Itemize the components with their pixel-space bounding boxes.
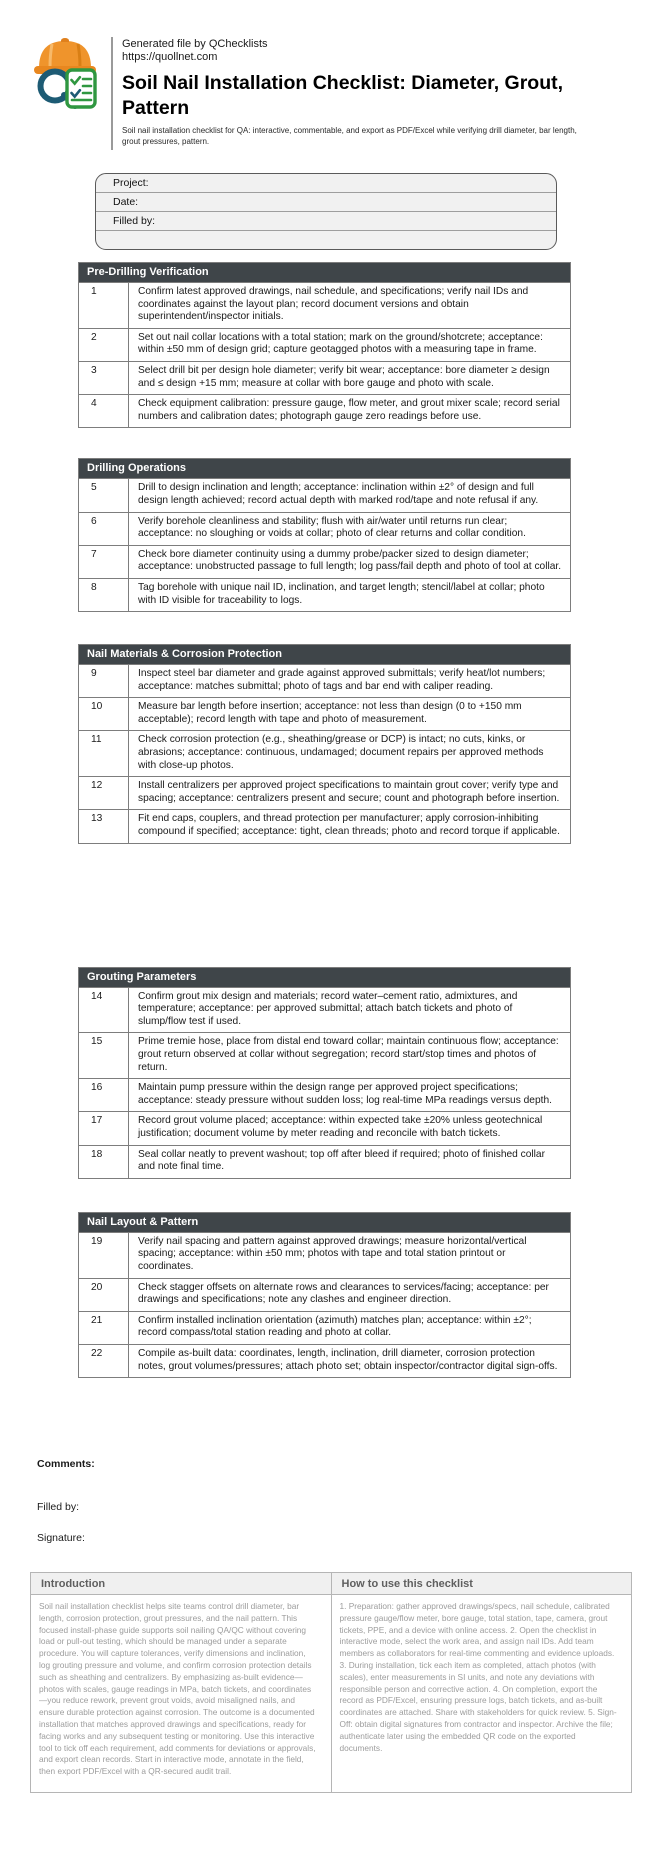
project-info-form: [95, 173, 557, 250]
item-text: Tag borehole with unique nail ID, inclination, and target length; stencil/label at collar; photo with ID visible for traceability to logs.: [138, 581, 545, 606]
generated-by-line: Generated file by QChecklists: [122, 38, 268, 50]
item-text: Set out nail collar locations with a total station; mark on the ground/shotcrete; acceptance: within ±50 mm of design grid; capture geotagged photos with a measuring tape in frame.: [138, 331, 543, 356]
item-number: 3: [79, 362, 129, 394]
checklist-section: [78, 644, 571, 844]
checklist-row: [79, 328, 570, 361]
checklist-row: [79, 1145, 570, 1178]
page-title: Soil Nail Installation Checklist: Diameter, Grout, Pattern: [122, 72, 564, 119]
checklist-section: [78, 1212, 571, 1378]
item-text: Select drill bit per design hole diameter; verify bit wear; acceptance: bore diameter ≥ design and ≤ design +15 mm; measure at collar with bore gauge and photo with scale.: [138, 364, 550, 389]
item-text: Confirm latest approved drawings, nail schedule, and specifications; verify nail IDs and coordinates against the layout plan; record document versions and obtain superintendent/inspector initials.: [138, 286, 529, 323]
item-number: 14: [79, 988, 129, 1033]
item-number: 19: [79, 1233, 129, 1278]
item-number: 21: [79, 1312, 129, 1344]
item-number: 7: [79, 546, 129, 578]
item-text: Confirm grout mix design and materials; record water–cement ratio, admixtures, and temperature; acceptance: per approved submittal; attach batch tickets and photo of slump/flow test if used.: [138, 990, 518, 1027]
checklist-row: [79, 697, 570, 730]
qchecklists-logo-icon: [30, 30, 100, 110]
item-text: Verify nail spacing and pattern against approved drawings; measure horizontal/vertical spacing; acceptance: within ±50 mm; photos with tape and total station printout or coordinates.: [138, 1235, 527, 1272]
checklist-row: [79, 809, 570, 842]
checklist-row: [79, 1232, 570, 1278]
signature-label: Signature:: [37, 1532, 85, 1544]
item-text: Drill to design inclination and length; acceptance: inclination within ±2° of design and full design length achieved; record actual depth with marked rod/tape and note refusal if any.: [138, 482, 539, 506]
section-title: Drilling Operations: [79, 459, 570, 478]
item-text: Maintain pump pressure within the design range per approved project specifications; acceptance: steady pressure without sudden loss; log real-time MPa readings versus depth.: [138, 1082, 552, 1106]
section-title: Pre-Drilling Verification: [79, 263, 570, 282]
doc-header: [30, 30, 600, 150]
hard-hat-dome: [39, 41, 91, 68]
footer-howto-title: How to use this checklist: [331, 1573, 632, 1595]
form-label-filled-by: Filled by:: [113, 215, 156, 227]
form-field-empty[interactable]: [96, 231, 556, 249]
form-label-date: Date:: [113, 196, 139, 208]
item-text: Compile as-built data: coordinates, length, inclination, drill diameter, corrosion protection notes, grout volumes/pressures; attach photo set; obtain inspector/contractor digital sign-offs.: [138, 1347, 558, 1372]
site-url-link[interactable]: https://quollnet.com: [122, 51, 218, 63]
checklist-row: [79, 1344, 570, 1377]
item-number: 12: [79, 777, 129, 809]
checklist-section: [78, 458, 571, 612]
item-text: Measure bar length before insertion; acceptance: not less than design (0 to +150 mm acceptable); record length with tape and photo of measurement.: [138, 701, 522, 725]
comments-label: Comments:: [37, 1458, 95, 1470]
form-label-project: Project:: [113, 177, 149, 189]
checklist-row: [79, 578, 570, 611]
item-number: 2: [79, 329, 129, 361]
header-text-block: [122, 30, 600, 150]
checklist-row: [79, 545, 570, 578]
item-text: Seal collar neatly to prevent washout; top off after bleed if required; photo of finished collar and note final time.: [138, 1148, 545, 1173]
checklist-row: [79, 282, 570, 328]
item-number: 13: [79, 810, 129, 842]
section-title: Grouting Parameters: [79, 968, 570, 987]
checklist-section: [78, 967, 571, 1179]
checklist-row: [79, 987, 570, 1033]
form-field-date[interactable]: [96, 193, 556, 212]
item-text: Fit end caps, couplers, and thread protection per manufacturer; apply corrosion-inhibiting compound if specified; acceptance: tight, clean threads; photo and record torque if applicable.: [138, 813, 560, 838]
item-text: Check equipment calibration: pressure gauge, flow meter, and grout mixer scale; record serial numbers and calibration dates; photograph gauge zero readings before use.: [138, 398, 560, 422]
form-field-project[interactable]: [96, 174, 556, 193]
item-number: 8: [79, 579, 129, 611]
checklist-row: [79, 664, 570, 697]
item-number: 6: [79, 513, 129, 545]
checklist-sections: [78, 262, 571, 1378]
item-number: 11: [79, 731, 129, 776]
item-number: 5: [79, 479, 129, 511]
checklist-row: [79, 394, 570, 427]
checklist-row: [79, 730, 570, 776]
item-number: 17: [79, 1112, 129, 1144]
item-number: 9: [79, 665, 129, 697]
item-text: Inspect steel bar diameter and grade against approved submittals; verify heat/lot numbers; acceptance: matches submittal; photo of tags and bar end with caliper reading.: [138, 668, 546, 692]
checklist-row: [79, 776, 570, 809]
header-divider: [111, 37, 113, 150]
item-text: Prime tremie hose, place from distal end toward collar; maintain continuous flow; acceptance: grout return observed at collar without segregation; record start/stop times and photos of return.: [138, 1036, 559, 1073]
item-text: Record grout volume placed; acceptance: within expected take ±20% unless geotechnical justification; document volume by meter reading and reconcile with batch tickets.: [138, 1115, 543, 1139]
item-number: 15: [79, 1033, 129, 1078]
item-number: 4: [79, 395, 129, 427]
checklist-row: [79, 512, 570, 545]
item-text: Check corrosion protection (e.g., sheathing/grease or DCP) is intact; no cuts, kinks, or abrasions; acceptance: continuous, undamaged; document repairs per approved methods with close-up photos.: [138, 734, 544, 771]
checklist-row: [79, 1078, 570, 1111]
item-number: 22: [79, 1345, 129, 1377]
item-text: Install centralizers per approved project specifications to maintain grout cover; verify type and spacing; acceptance: centralizers present and secure; count and photograph before insertion.: [138, 780, 560, 804]
footer-howto-body: 1. Preparation: gather approved drawings/specs, nail schedule, calibrated pressure gauge/flow meter, bore gauge, total station, tape, camera, grout tickets, PPE, and a device with online access. 2. Open the checklist in interactive mode, select the work area, and assign nail IDs. Add team members as collaborators for real-time commenting and evidence uploads. 3. During installation, tick each item as completed, attach photos (with scales), enter measurements in SI units, and note any deviations with responsible person and corrective action. 4. On completion, export the record as PDF/Excel, ensuring pressure logs, batch tickets, and as-built coordinates are attached. Share with stakeholders for quick review. 5. Sign-Off: obtain digital signatures from contractor and inspector. Archive the file; authenticate later using the embedded QR code on the exported documents.: [331, 1595, 632, 1793]
item-number: 10: [79, 698, 129, 730]
checklist-row: [79, 1111, 570, 1144]
item-number: 16: [79, 1079, 129, 1111]
page-subtitle: Soil nail installation checklist for QA: interactive, commentable, and export as PDF/Excel while verifying drill diameter, bar length, grout pressures, pattern.: [122, 126, 577, 146]
checklist-row: [79, 1032, 570, 1078]
item-text: Confirm installed inclination orientation (azimuth) matches plan; acceptance: within ±2°; record compass/total station reading and photo at collar.: [138, 1314, 532, 1339]
checklist-row: [79, 361, 570, 394]
item-text: Check stagger offsets on alternate rows and clearances to services/facing; acceptance: per drawings and specifications; note any clashes and engineer direction.: [138, 1281, 549, 1306]
footer-intro-body: Soil nail installation checklist helps site teams control drill diameter, bar length, corrosion protection, grout pressures, and the nail pattern. This focused install-phase guide supports soil nailing QA/QC without covering load or pull-out testing, which should be managed under a separate procedure. You will capture tolerances, verify dimensions and inclination, log grouting pressure and volume, and confirm corrosion protection details such as sheathing and centralizers. By emphasizing as-built evidence—photos with scales, gauge readings in MPa, batch tickets, and coordinates—you reduce rework, prevent grout voids, avoid misaligned nails, and ensure durable protection against corrosion. The outcome is a documented installation that matches approved drawings and specifications, ready for facing works and any subsequent testing or monitoring. Use this interactive tool to tick off each requirement, add comments for deviations or approvals, and export clean records. Start in interactive mode, annotate in the field, then export PDF/Excel with a QR-secured audit trail.: [31, 1595, 332, 1793]
section-title: Nail Layout & Pattern: [79, 1213, 570, 1232]
filled-by-label: Filled by:: [37, 1501, 80, 1513]
checklist-section: [78, 262, 571, 428]
checklist-row: [79, 1311, 570, 1344]
checklist-board: [67, 70, 95, 107]
item-number: 18: [79, 1146, 129, 1178]
footer-info-table: [30, 1572, 632, 1793]
item-text: Check bore diameter continuity using a dummy probe/packer sized to design diameter; acceptance: unobstructed passage to full length; log pass/fail depth and photo of tool at collar.: [138, 548, 562, 573]
form-field-filled-by[interactable]: [96, 212, 556, 231]
item-number: 1: [79, 283, 129, 328]
section-title: Nail Materials & Corrosion Protection: [79, 645, 570, 664]
item-text: Verify borehole cleanliness and stability; flush with air/water until returns run clear; acceptance: no sloughing or voids at collar; photo of clear returns and collar condition.: [138, 515, 526, 540]
footer-intro-title: Introduction: [31, 1573, 332, 1595]
checklist-row: [79, 478, 570, 511]
checklist-row: [79, 1278, 570, 1311]
item-number: 20: [79, 1279, 129, 1311]
